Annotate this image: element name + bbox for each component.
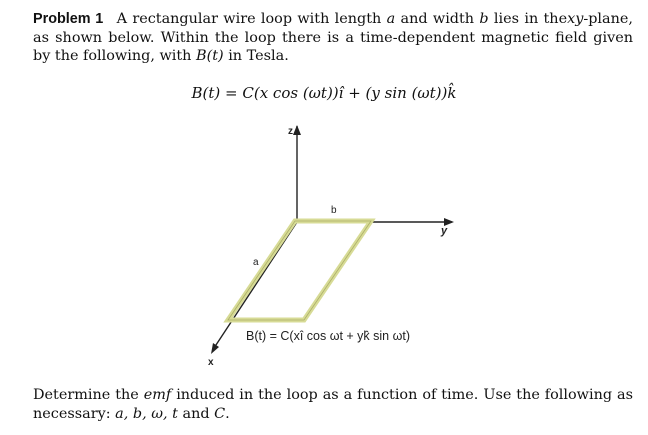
axis-y-label: y — [441, 225, 448, 237]
problem-text-3: lies in the — [493, 11, 568, 27]
problem-text-2: and width — [400, 11, 475, 27]
question-text-2: induced in the loop as a function of time. Use the following as necessary: — [33, 387, 633, 422]
figure-field-equation — [246, 329, 410, 343]
figure-field-equation-text: B(t) = C(xî cos ωt + yk̂ sin ωt) — [246, 329, 410, 343]
var-length: a — [386, 11, 396, 27]
wire-loop-edge — [228, 221, 371, 320]
field-equation-text: B(t) = C(x cos (ωt))î + (y sin (ωt))k̂ — [191, 84, 457, 102]
x-arrow-icon — [211, 343, 219, 354]
question-text-3: and — [182, 405, 210, 422]
dimension-a-label: a — [253, 257, 259, 268]
problem-text-4: -plane, as shown below. Within the loop there is a time-dependent magnetic field given by the following, with — [33, 11, 633, 65]
emf-emphasis: emf — [143, 387, 172, 403]
dimension-b-label: b — [331, 205, 337, 216]
var-width: b — [479, 11, 489, 27]
field-symbol: B(t) — [196, 48, 224, 65]
question-text-1: Determine the — [33, 387, 139, 403]
problem-label: Problem 1 — [33, 11, 104, 27]
problem-text-5: in Tesla. — [228, 48, 289, 65]
question-text-end: . — [225, 405, 230, 422]
question-statement — [33, 386, 633, 423]
plane-name: xy — [567, 11, 584, 27]
axis-x-label: x — [208, 357, 214, 368]
axis-z-label: z — [288, 126, 293, 137]
question-vars: a, b, ω, t — [115, 405, 178, 422]
question-var-last: C — [214, 405, 226, 422]
wire-loop — [228, 221, 371, 320]
problem-text-1: A rectangular wire loop with length — [116, 11, 382, 27]
z-arrow-icon — [293, 125, 301, 135]
